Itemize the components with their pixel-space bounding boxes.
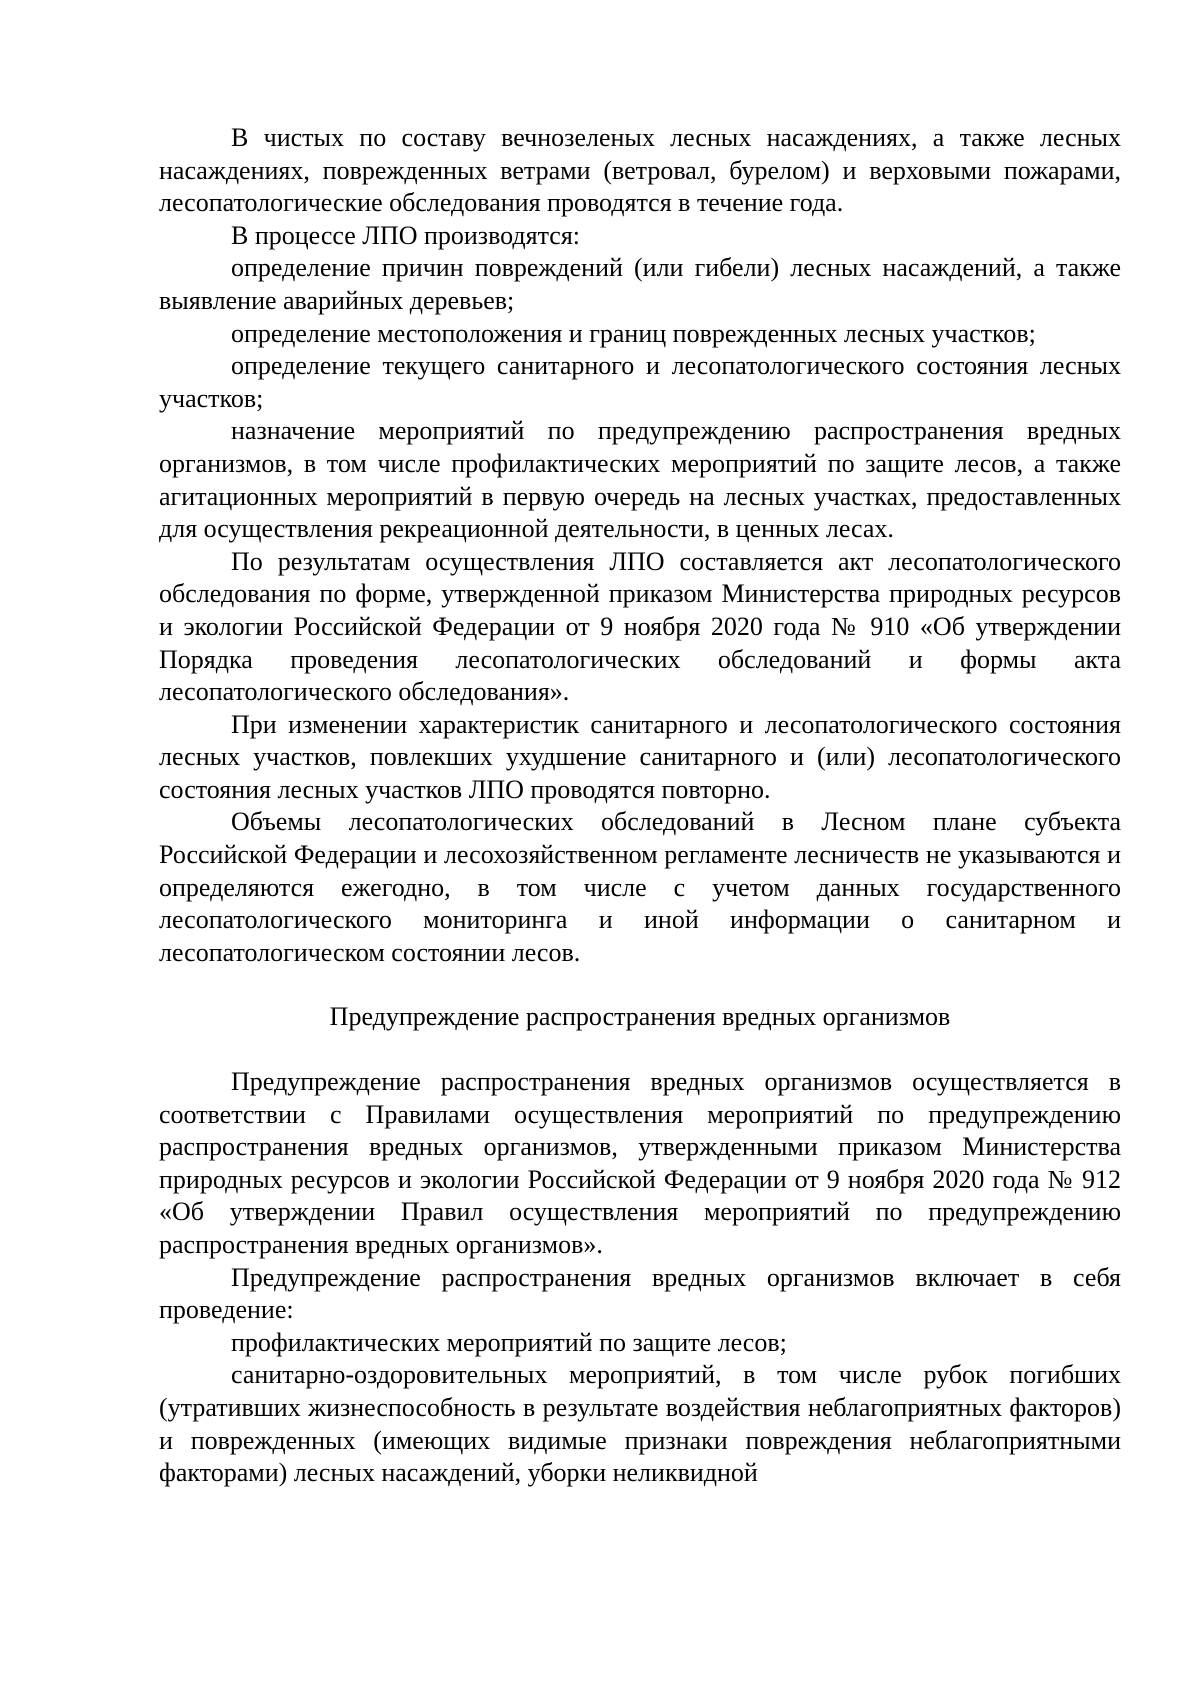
paragraph: В процессе ЛПО производятся: (231, 220, 581, 250)
section-heading: Предупреждение распространения вредных организмов (329, 1002, 951, 1032)
paragraph: Предупреждение распространения вредных организмов включает в себя проведение: (159, 1262, 1121, 1325)
paragraph: В чистых по составу вечнозеленых лесных насаждениях, а также лесных насаждениях, поврежденных ветрами (ветровал, бурелом) и верховыми пожарами, лесопатологические обследования проводятся в течение года. (159, 123, 1121, 218)
paragraph: Объемы лесопатологических обследований в Лесном плане субъекта Российской Федерации и лесохозяйственном регламенте лесничеств не указываются и определяются ежегодно, в том числе с учетом данных государственного лесопатологического мониторинга и иной информации о санитарном и лесопатологическом состоянии лесов. (159, 807, 1121, 967)
list-item: санитарно-оздоровительных мероприятий, в том числе рубок погибших (утративших жизнеспособность в результате воздействия неблагоприятных факторов) и поврежденных (имеющих видимые признаки повреждения неблагоприятными факторами) лесных насаждений, уборки неликвидной (159, 1360, 1121, 1488)
list-item: определение причин повреждений (или гибели) лесных насаждений, а также выявление аварийных деревьев; (159, 253, 1121, 315)
list-item: назначение мероприятий по предупреждению распространения вредных организмов, в том числе профилактических мероприятий по защите лесов, а также агитационных мероприятий в первую очередь на лесных участках, предоставленных для осуществления рекреационной деятельности, в ценных лесах. (159, 416, 1121, 544)
document-body (159, 122, 1121, 1490)
paragraph: При изменении характеристик санитарного и лесопатологического состояния лесных участков, повлекших ухудшение санитарного и (или) лесопатологического состояния лесных участков ЛПО проводятся повторно. (159, 709, 1121, 804)
paragraph: Предупреждение распространения вредных организмов осуществляется в соответствии с Правилами осуществления мероприятий по предупреждению распространения вредных организмов, утвержденными приказом Министерства природных ресурсов и экологии Российской Федерации от 9 ноября 2020 года № 912 «Об утверждении Правил осуществления мероприятий по предупреждению распространения вредных организмов». (159, 1067, 1121, 1259)
list-item: профилактических мероприятий по защите лесов; (231, 1327, 787, 1357)
list-item: определение текущего санитарного и лесопатологического состояния лесных участков; (159, 351, 1121, 413)
paragraph: По результатам осуществления ЛПО составляется акт лесопатологического обследования по форме, утвержденной приказом Министерства природных ресурсов и экологии Российской Федерации от 9 ноября 2020 года № 910 «Об утверждении Порядка проведения лесопатологических обследований и формы акта лесопатологического обследования». (159, 546, 1121, 707)
list-item: определение местоположения и границ поврежденных лесных участков; (231, 318, 1036, 348)
